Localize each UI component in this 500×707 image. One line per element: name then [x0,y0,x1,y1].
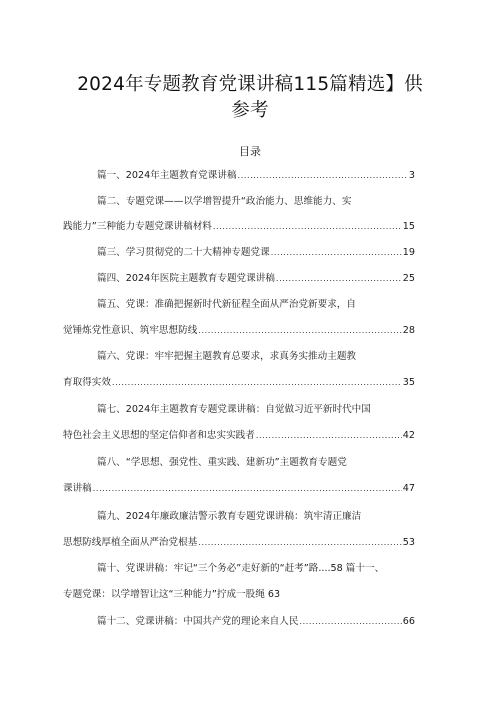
toc-page-number: 3 [408,170,415,181]
leader-dots [213,220,402,234]
toc-entry[interactable] [97,456,415,470]
toc-page-number: 42 [402,430,415,441]
toc-entry[interactable] [97,195,415,209]
toc-entry-text: 觉锤炼党性意识、筑牢思想防线 [63,325,198,336]
toc-entry[interactable] [97,403,415,417]
toc-entry[interactable] [97,350,415,364]
title-line-2: 参考 [231,100,269,121]
toc-page-number: 28 [402,325,415,336]
toc-entry-continuation[interactable] [63,482,415,496]
toc-entry-text: 篇六、党课：牢牢把握主题教育总要求，求真务实推动主题教 [97,351,357,362]
leader-dots [238,169,408,183]
toc-entry-text: 篇七、2024年主题教育专题党课讲稿：自觉做习近平新时代中国 [97,404,371,415]
toc-entry-continuation[interactable] [63,376,415,390]
toc-entry-text: 特色社会主义思想的坚定信仰者和忠实实践者 [63,430,255,441]
toc-page-number: 66 [402,616,415,627]
toc-entry-continuation[interactable] [63,220,415,234]
toc-entry-text: 思想防线厚植全面从严治党根基 [63,537,198,548]
toc-entry-text: 践能力”三种能力专题党课讲稿材料 [63,221,212,232]
toc-entry-text: 篇三、学习贯彻党的二十大精神专题党课 [97,247,270,258]
toc-entry-continuation[interactable] [63,588,415,602]
toc-entry-continuation[interactable] [63,429,415,443]
toc-page-number: 47 [402,483,415,494]
toc-entry-continuation[interactable] [63,536,415,550]
toc-entry[interactable] [97,169,415,183]
toc-entry-text: 篇一、2024年主题教育党课讲稿 [97,170,237,181]
toc-entry[interactable] [97,562,415,576]
toc-entry-text: 篇二、专题党课——以学增智提升“政治能力、思维能力、实 [97,196,352,207]
leader-dots [112,376,402,390]
leader-dots [93,482,402,496]
toc-page-number: 53 [402,537,415,548]
leader-dots [271,246,402,260]
title-line-1: 2024年专题教育党课讲稿115篇精选】供 [77,74,423,95]
toc-heading: 目录 [239,145,261,158]
toc-entry[interactable] [97,298,415,312]
toc-entry-text: 篇四、2024年医院主题教育专题党课讲稿 [97,273,275,284]
toc-entry-continuation[interactable] [63,324,415,338]
toc-page-number: 19 [402,247,415,258]
toc-entry-text: 篇八、“学思想、强党性、重实践、建新功”主题教育专题党 [97,457,347,468]
toc-entry[interactable] [97,510,415,524]
toc-entry-text: 篇五、党课：准确把握新时代新征程全面从严治党新要求，自 [97,299,357,310]
toc-entry-text: 育取得实效 [63,377,111,388]
toc-entry-text: 课讲稿 [63,483,92,494]
toc-entry[interactable] [97,615,415,629]
toc-page-number: 35 [402,377,415,388]
toc-entry-text: 篇十、党课讲稿：牢记“三个务必”走好新的“赶考”路....58 篇十一、 [97,563,385,574]
leader-dots [198,536,401,550]
toc-page-number: 25 [402,273,415,284]
toc-entry-text: 篇十二、党课讲稿：中国共产党的理论来自人民 [97,616,299,627]
toc-page-number: 15 [402,221,415,232]
leader-dots [256,429,402,443]
toc-entry[interactable] [97,246,415,260]
leader-dots [276,272,402,286]
leader-dots [299,615,401,629]
toc-entry-text: 专题党课：以学增智让这“三种能力”拧成一股绳 63 [63,589,281,600]
toc-entry[interactable] [97,272,415,286]
toc-entry-text: 篇九、2024年廉政廉洁警示教育专题党课讲稿：筑牢清正廉洁 [97,511,362,522]
document-title [60,72,440,124]
leader-dots [198,324,401,338]
